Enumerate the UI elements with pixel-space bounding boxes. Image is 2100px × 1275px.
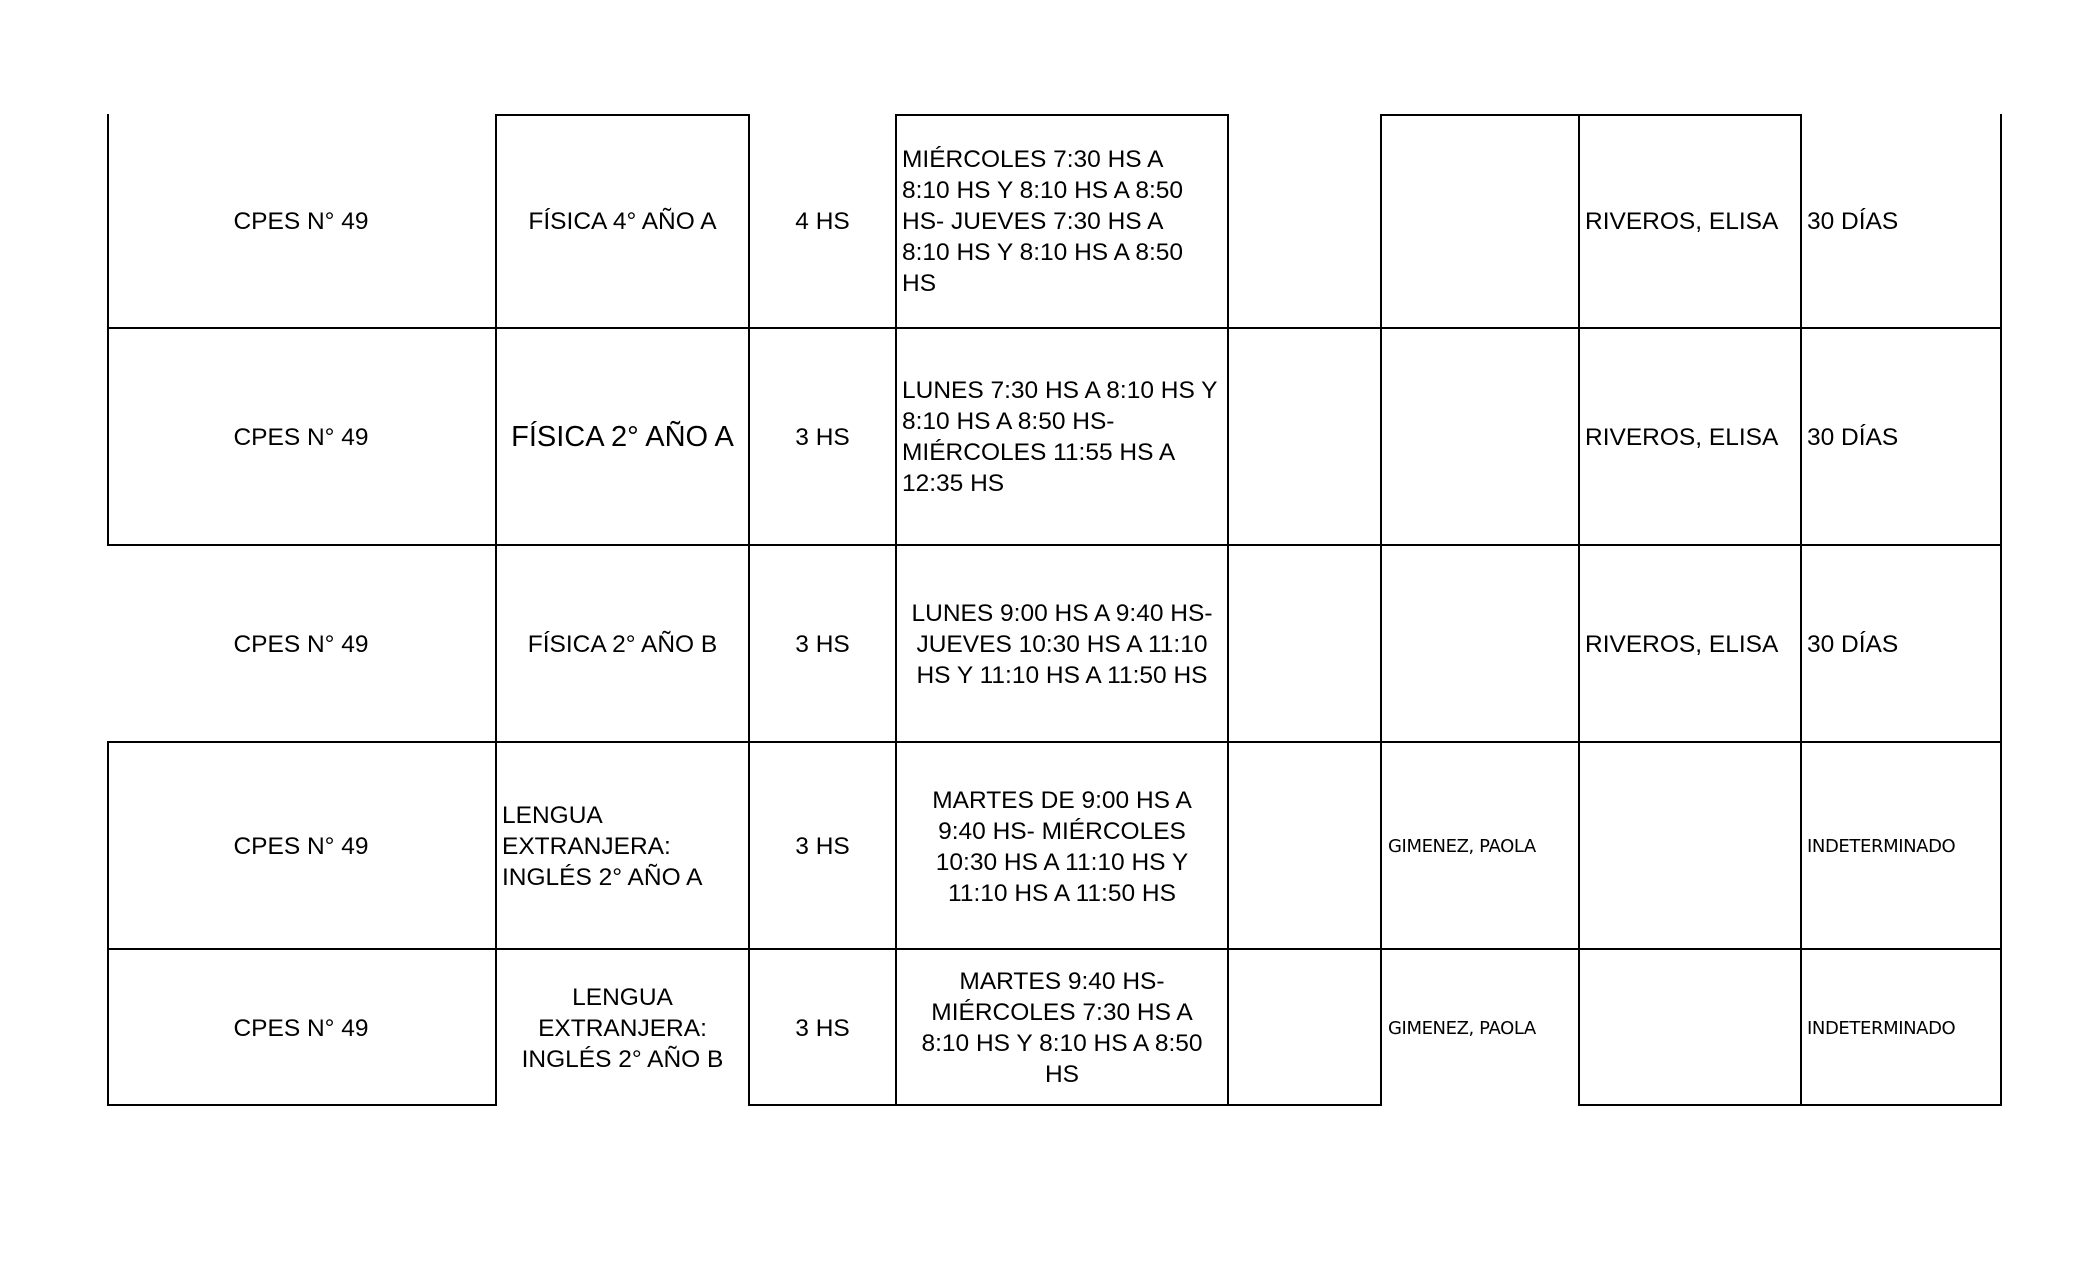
hours-cell [750, 547, 895, 742]
column-border [2000, 114, 2002, 1106]
school-text: CPES N° 49 [233, 1014, 369, 1042]
column-border [495, 114, 497, 1106]
duration-text: 30 DÍAS [1807, 423, 1899, 451]
subject-cell [497, 744, 748, 949]
duration-cell [1802, 547, 2000, 742]
outgoing-teacher-cell [1383, 951, 1578, 1105]
column-border [1578, 114, 1580, 1106]
schedule-text: LUNES 9:00 HS A 9:40 HS- JUEVES 10:30 HS A 11:10 HS Y 11:10 HS A 11:50 HS [911, 600, 1213, 689]
replacement-teacher-text: RIVEROS, ELISA [1585, 423, 1779, 451]
row-border-top [1380, 114, 1802, 116]
column-border [1380, 114, 1382, 1106]
subject-text: FÍSICA 2° AÑO A [511, 420, 734, 453]
schedule-cell [897, 744, 1227, 949]
row-border [107, 544, 2002, 546]
outgoing-teacher-cell [1383, 744, 1578, 949]
school-text: CPES N° 49 [233, 631, 369, 658]
schedule-text: MARTES 9:40 HS- MIÉRCOLES 7:30 HS A 8:10 HS Y 8:10 HS A 8:50 HS [921, 968, 1203, 1088]
column-border [1800, 114, 1802, 1106]
subject-cell [497, 547, 748, 742]
hours-cell [750, 329, 895, 545]
school-text: CPES N° 49 [233, 207, 369, 235]
schedule-text: MARTES DE 9:00 HS A 9:40 HS- MIÉRCOLES 10:30 HS A 11:10 HS Y 11:10 HS A 11:50 HS [932, 786, 1192, 907]
column-border [895, 114, 897, 1106]
duration-cell [1802, 115, 2000, 327]
outgoing-teacher-text: GIMENEZ, PAOLA [1388, 1017, 1536, 1039]
subject-text: FÍSICA 2° AÑO B [527, 631, 718, 658]
row-border [107, 327, 2002, 329]
column-border [1227, 114, 1229, 1106]
subject-text: LENGUA EXTRANJERA: INGLÉS 2° AÑO B [521, 983, 724, 1073]
duration-text: INDETERMINADO [1807, 836, 1956, 857]
duration-cell [1802, 744, 2000, 949]
school-text: CPES N° 49 [233, 833, 369, 860]
subject-text: FÍSICA 4° AÑO A [528, 207, 717, 235]
replacement-teacher-cell [1580, 329, 1800, 545]
hours-cell [750, 951, 895, 1105]
subject-cell [497, 115, 748, 327]
row-border-top [895, 114, 1229, 116]
duration-text: INDETERMINADO [1807, 1017, 1956, 1039]
row-border [107, 948, 2002, 950]
outgoing-teacher-text: GIMENEZ, PAOLA [1388, 836, 1536, 857]
row-border [107, 741, 2002, 743]
school-cell [107, 744, 495, 949]
row-border-bottom [107, 1104, 497, 1106]
schedule-cell [897, 951, 1227, 1105]
school-cell [107, 115, 495, 327]
schedule-text: LUNES 7:30 HS A 8:10 HS Y 8:10 HS A 8:50 HS- MIÉRCOLES 11:55 HS A 12:35 HS [902, 377, 1218, 497]
hours-text: 3 HS [795, 631, 850, 658]
subject-text: LENGUA EXTRANJERA: INGLÉS 2° AÑO A [502, 802, 703, 891]
hours-cell [750, 115, 895, 327]
row-border-bottom [750, 1104, 1380, 1106]
row-border-top [495, 114, 750, 116]
replacement-teacher-text: RIVEROS, ELISA [1585, 207, 1779, 235]
schedule-cell [897, 115, 1227, 327]
replacement-teacher-text: RIVEROS, ELISA [1585, 631, 1779, 658]
schedule-text: MIÉRCOLES 7:30 HS A 8:10 HS Y 8:10 HS A 8:50 HS- JUEVES 7:30 HS A 8:10 HS Y 8:10 HS A 8:50 HS [902, 145, 1184, 297]
column-border [748, 114, 750, 1106]
hours-text: 3 HS [795, 423, 850, 451]
subject-cell [497, 951, 748, 1105]
schedule-cell [897, 547, 1227, 742]
replacement-teacher-cell [1580, 547, 1800, 742]
hours-text: 3 HS [795, 833, 850, 860]
subject-cell [497, 329, 748, 545]
replacement-teacher-cell [1580, 115, 1800, 327]
schedule-cell [897, 329, 1227, 545]
school-cell [107, 547, 495, 742]
hours-cell [750, 744, 895, 949]
duration-text: 30 DÍAS [1807, 207, 1899, 235]
duration-cell [1802, 951, 2000, 1105]
school-cell [107, 329, 495, 545]
column-border [107, 114, 109, 544]
duration-cell [1802, 329, 2000, 545]
duration-text: 30 DÍAS [1807, 631, 1899, 658]
row-border-bottom [1578, 1104, 2002, 1106]
school-cell [107, 951, 495, 1105]
hours-text: 3 HS [795, 1014, 850, 1042]
column-border [107, 741, 109, 1106]
school-text: CPES N° 49 [233, 423, 369, 451]
hours-text: 4 HS [795, 207, 850, 235]
